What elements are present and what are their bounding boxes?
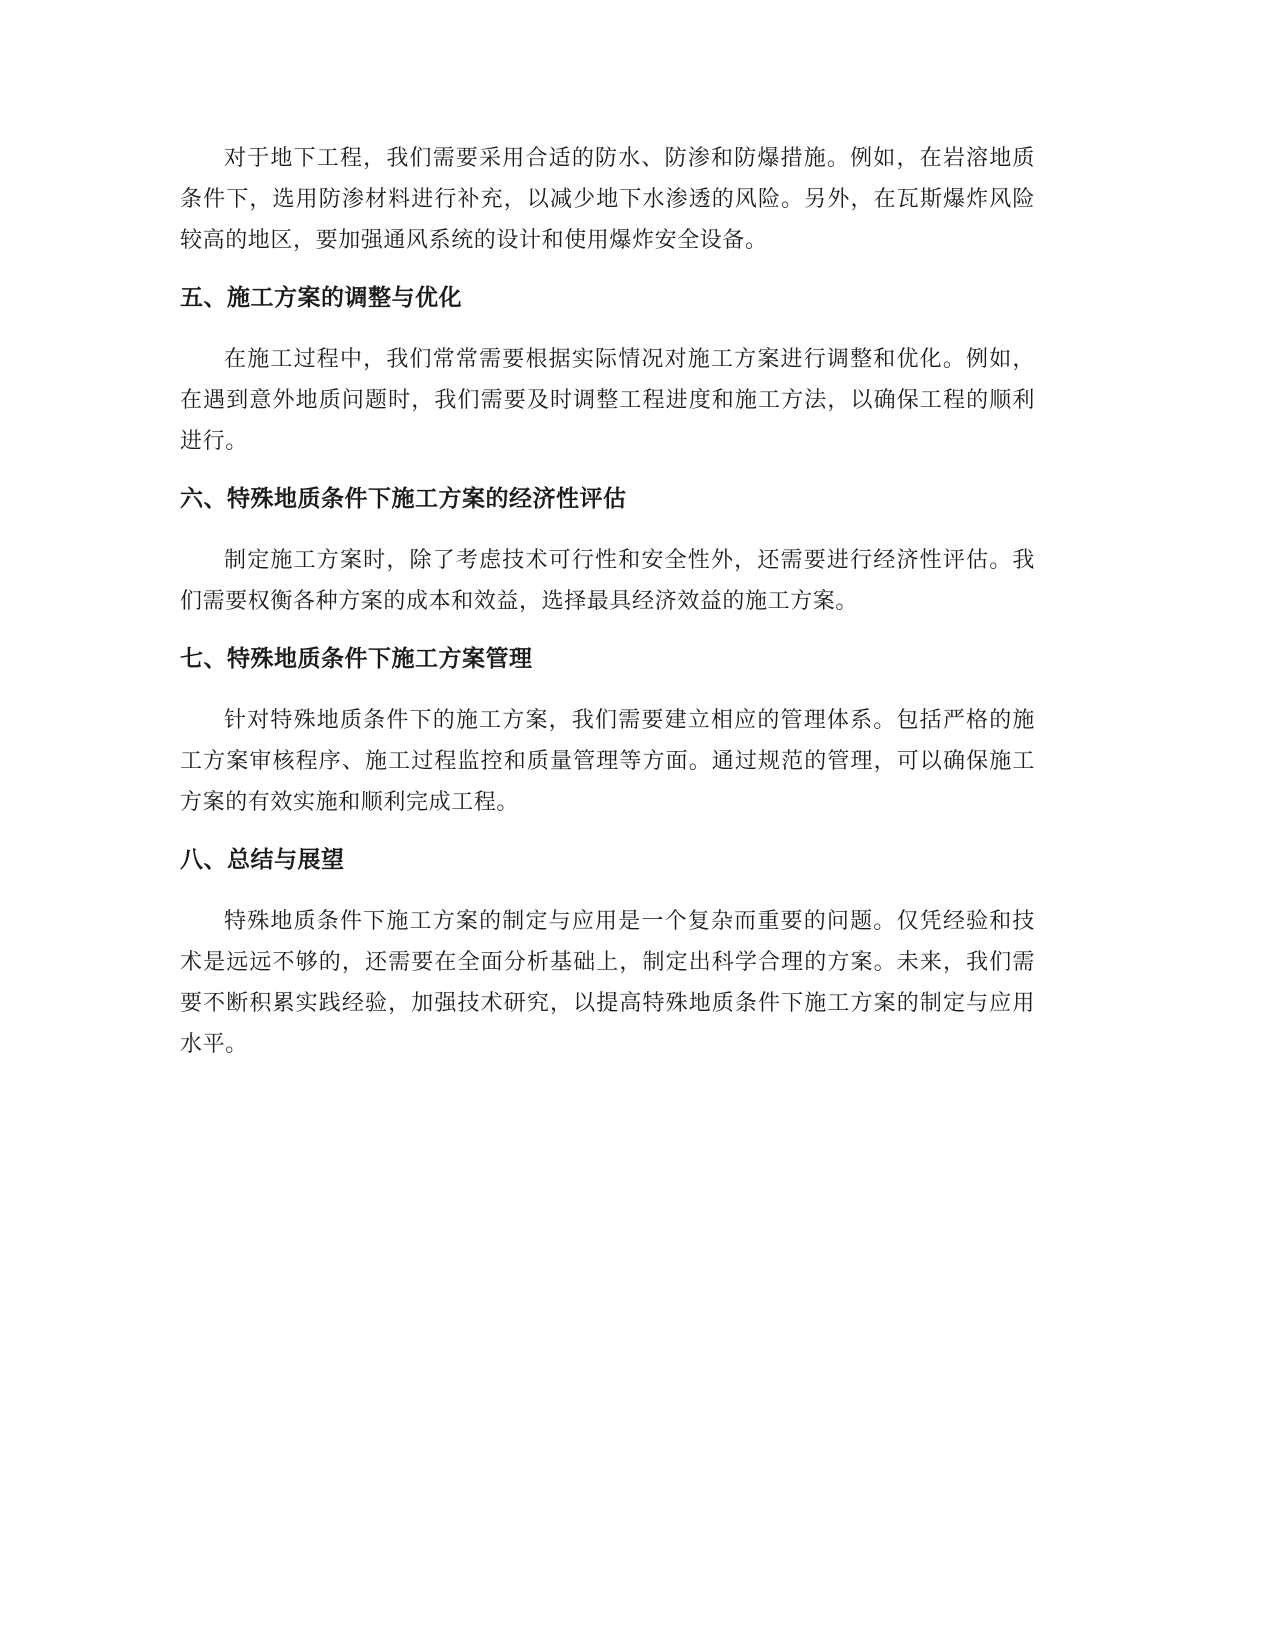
- section-heading-7: 七、特殊地质条件下施工方案管理: [180, 646, 533, 672]
- section-paragraph-5: 在施工过程中，我们常常需要根据实际情况对施工方案进行调整和优化。例如，在遇到意外地质问题时，我们需要及时调整工程进度和施工方法，以确保工程的顺利进行。: [180, 347, 1035, 454]
- section-paragraph-7: 针对特殊地质条件下的施工方案，我们需要建立相应的管理体系。包括严格的施工方案审核程序、施工过程监控和质量管理等方面。通过规范的管理，可以确保施工方案的有效实施和顺利完成工程。: [180, 708, 1035, 815]
- section-paragraph-6: 制定施工方案时，除了考虑技术可行性和安全性外，还需要进行经济性评估。我们需要权衡各种方案的成本和效益，选择最具经济效益的施工方案。: [180, 548, 1035, 614]
- intro-paragraph: 对于地下工程，我们需要采用合适的防水、防渗和防爆措施。例如，在岩溶地质条件下，选用防渗材料进行补充，以减少地下水渗透的风险。另外，在瓦斯爆炸风险较高的地区，要加强通风系统的设计和使用爆炸安全设备。: [180, 146, 1035, 253]
- section-heading-5: 五、施工方案的调整与优化: [180, 285, 462, 311]
- document-page: [180, 138, 1035, 1087]
- section-heading-8: 八、总结与展望: [180, 847, 345, 873]
- section-heading-6: 六、特殊地质条件下施工方案的经济性评估: [180, 486, 627, 512]
- section-paragraph-8: 特殊地质条件下施工方案的制定与应用是一个复杂而重要的问题。仅凭经验和技术是远远不够的，还需要在全面分析基础上，制定出科学合理的方案。未来，我们需要不断积累实践经验，加强技术研究，以提高特殊地质条件下施工方案的制定与应用水平。: [180, 909, 1035, 1057]
